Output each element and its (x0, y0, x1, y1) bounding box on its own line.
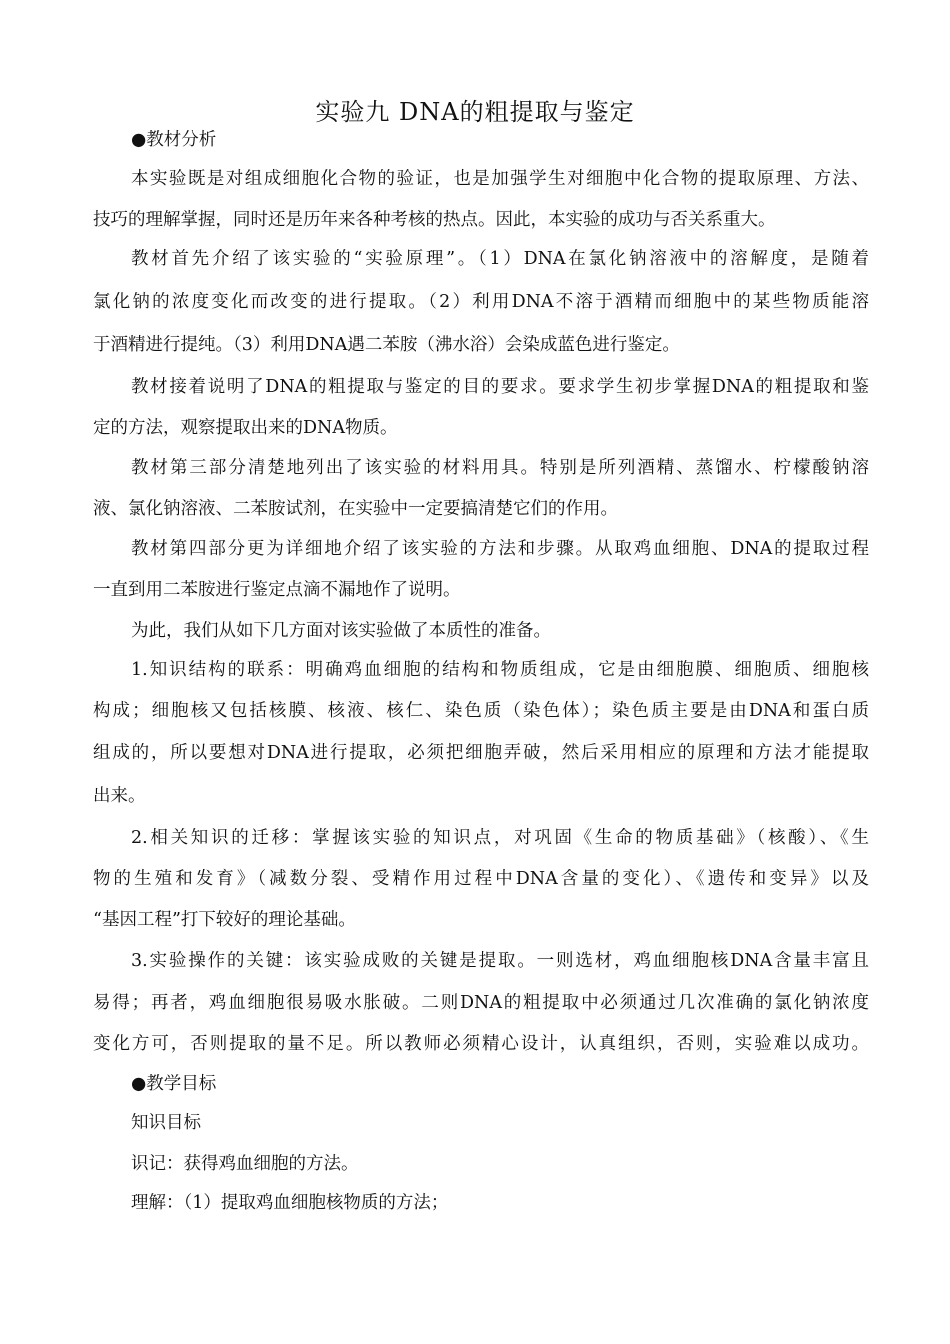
paragraph-line: 物的生殖和发育》（减数分裂、受精作用过程中DNA含量的变化）、《遗传和变异》以及 (93, 869, 869, 889)
paragraph-line: 组成的，所以要想对DNA进行提取，必须把细胞弄破，然后采用相应的原理和方法才能提取 (93, 743, 869, 763)
paragraph-line: 变化方可，否则提取的量不足。所以教师必须精心设计，认真组织，否则，实验难以成功。 (93, 1034, 869, 1054)
paragraph-line: 教材第四部分更为详细地介绍了该实验的方法和步骤。从取鸡血细胞、DNA的提取过程 (131, 539, 869, 559)
paragraph-line: 出来。 (93, 786, 146, 806)
paragraph-line: 液、氯化钠溶液、二苯胺试剂，在实验中一定要搞清楚它们的作用。 (93, 499, 618, 519)
subheading-knowledge-goals: 知识目标 (131, 1113, 201, 1133)
paragraph-line: 识记：获得鸡血细胞的方法。 (131, 1154, 359, 1174)
document-title: 实验九 DNA的粗提取与鉴定 (315, 98, 635, 126)
section-heading-teaching-goals: ●教学目标 (131, 1074, 217, 1094)
paragraph-line: 3.实验操作的关键：该实验成败的关键是提取。一则选材，鸡血细胞核DNA含量丰富且 (131, 951, 869, 971)
paragraph-line: 教材第三部分清楚地列出了该实验的材料用具。特别是所列酒精、蒸馏水、柠檬酸钠溶 (131, 458, 869, 478)
paragraph-line: 教材接着说明了DNA的粗提取与鉴定的目的要求。要求学生初步掌握DNA的粗提取和鉴 (131, 377, 869, 397)
paragraph-line: 本实验既是对组成细胞化合物的验证，也是加强学生对细胞中化合物的提取原理、方法、 (131, 169, 869, 189)
paragraph-line: 于酒精进行提纯。（3）利用DNA遇二苯胺（沸水浴）会染成蓝色进行鉴定。 (93, 335, 680, 355)
paragraph-line: 2.相关知识的迁移：掌握该实验的知识点，对巩固《生命的物质基础》（核酸）、《生 (131, 828, 869, 848)
paragraph-line: 易得；再者，鸡血细胞很易吸水胀破。二则DNA的粗提取中必须通过几次准确的氯化钠浓度 (93, 993, 869, 1013)
paragraph-line: 1.知识结构的联系：明确鸡血细胞的结构和物质组成，它是由细胞膜、细胞质、细胞核 (131, 660, 869, 680)
paragraph-line: 为此，我们从如下几方面对该实验做了本质性的准备。 (131, 621, 551, 641)
paragraph-line: 构成；细胞核又包括核膜、核液、核仁、染色质（染色体）；染色质主要是由DNA和蛋白质 (93, 701, 869, 721)
paragraph-line: 定的方法，观察提取出来的DNA物质。 (93, 418, 398, 438)
paragraph-line: 氯化钠的浓度变化而改变的进行提取。（2）利用DNA不溶于酒精而细胞中的某些物质能溶 (93, 292, 869, 312)
section-heading-material-analysis: ●教材分析 (131, 130, 217, 150)
paragraph-line: 技巧的理解掌握，同时还是历年来各种考核的热点。因此，本实验的成功与否关系重大。 (93, 210, 776, 230)
paragraph-line: “基因工程”打下较好的理论基础。 (93, 910, 356, 930)
paragraph-line: 理解：（1）提取鸡血细胞核物质的方法； (131, 1193, 449, 1213)
paragraph-line: 一直到用二苯胺进行鉴定点滴不漏地作了说明。 (93, 580, 461, 600)
paragraph-line: 教材首先介绍了该实验的“实验原理”。（1）DNA在氯化钠溶液中的溶解度，是随着 (131, 249, 869, 269)
